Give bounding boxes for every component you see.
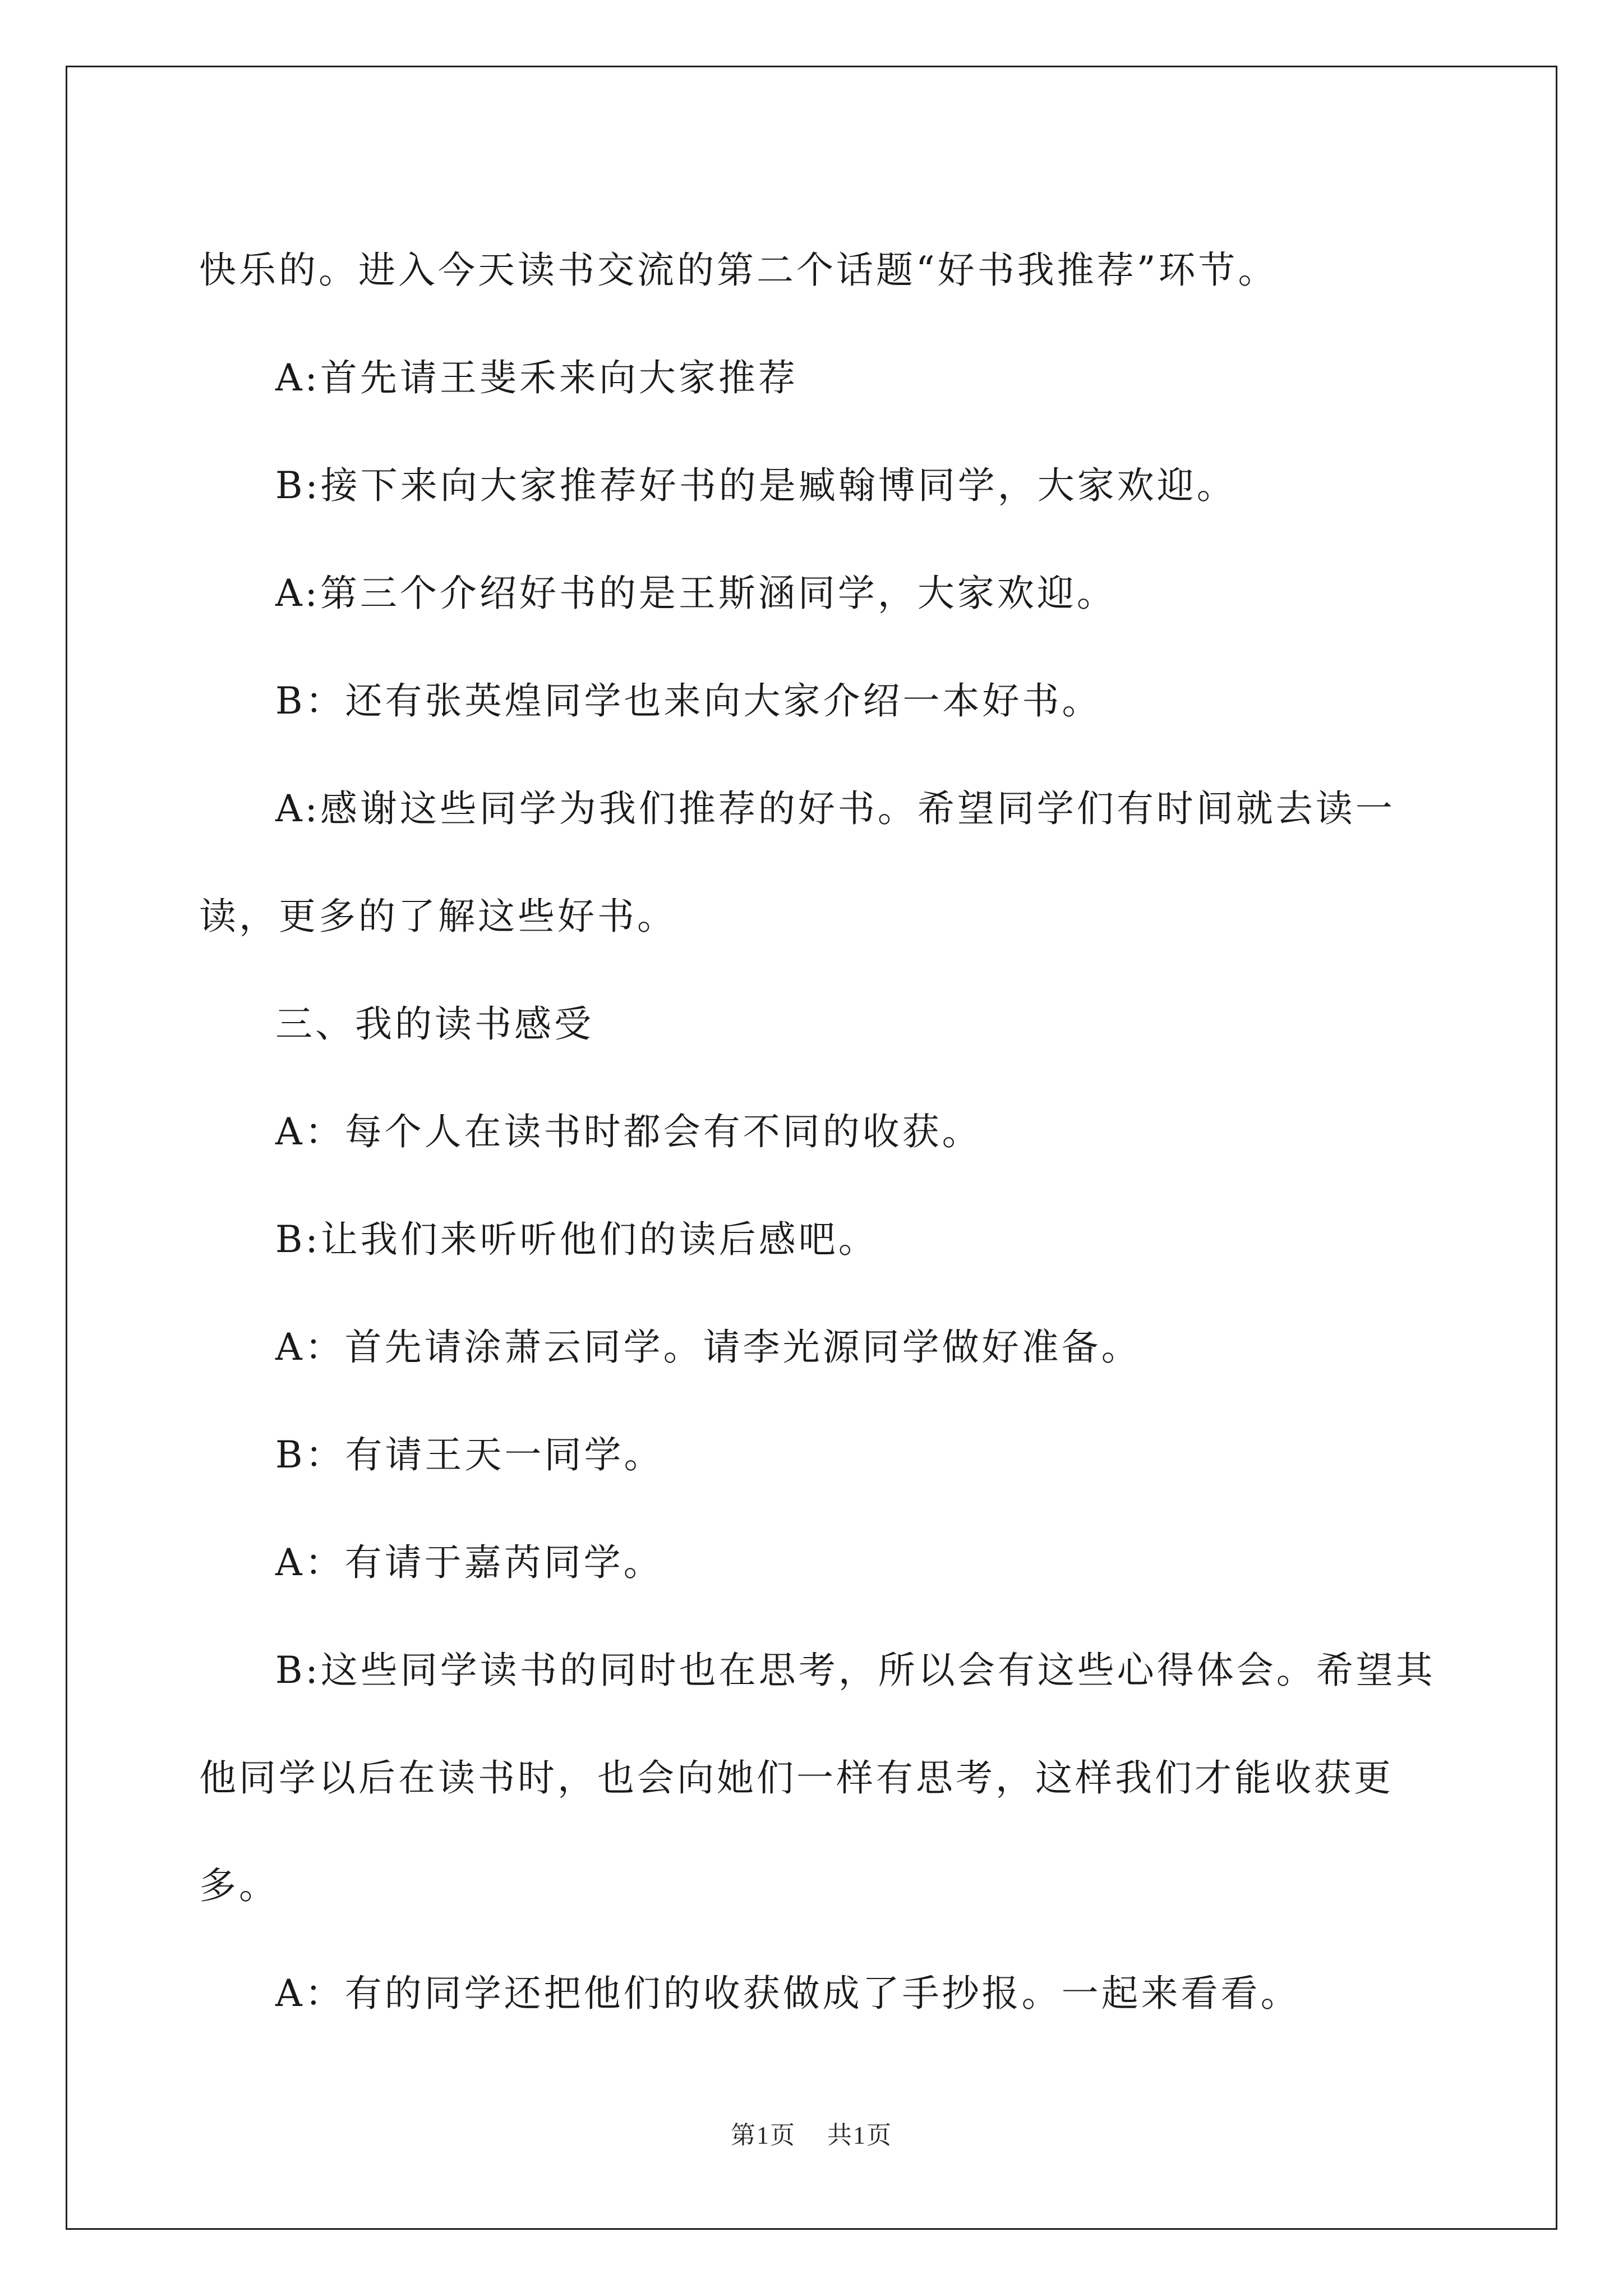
paragraph: A：每个人在读书时都会有不同的收获。: [275, 1110, 982, 1153]
paragraph: A：首先请涂萧云同学。请李光源同学做好准备。: [275, 1326, 1141, 1369]
page-footer: [0, 2115, 1623, 2151]
paragraph: B：还有张英煌同学也来向大家介绍一本好书。: [275, 679, 1102, 723]
document-body: [199, 217, 1436, 2047]
paragraph: A:第三个介绍好书的是王斯涵同学，大家欢迎。: [275, 572, 1117, 615]
page-total: 共1页: [827, 2122, 892, 2149]
paragraph: B:让我们来听听他们的读后感吧。: [275, 1218, 878, 1261]
paragraph: A：有的同学还把他们的收获做成了手抄报。一起来看看。: [275, 1972, 1301, 2015]
paragraph: B：有请王天一同学。: [275, 1433, 664, 1476]
paragraph: 快乐的。进入今天读书交流的第二个话题“好书我推荐”环节。: [199, 249, 1278, 292]
paragraph: B:接下来向大家推荐好书的是臧翰博同学，大家欢迎。: [275, 464, 1237, 507]
paragraph: A:首先请王斐禾来向大家推荐: [275, 356, 798, 399]
page-number: 第1页: [731, 2122, 796, 2149]
section-heading: 三、我的读书感受: [275, 1002, 594, 1046]
paragraph: A：有请于嘉芮同学。: [275, 1541, 663, 1584]
paragraph: B:这些同学读书的同时也在思考，所以会有这些心得体会。希望其他同学以后在读书时，也会向她们一样有思考，这样我们才能收获更多。: [199, 1649, 1436, 1907]
paragraph: A:感谢这些同学为我们推荐的好书。希望同学们有时间就去读一读，更多的了解这些好书。: [199, 787, 1395, 938]
